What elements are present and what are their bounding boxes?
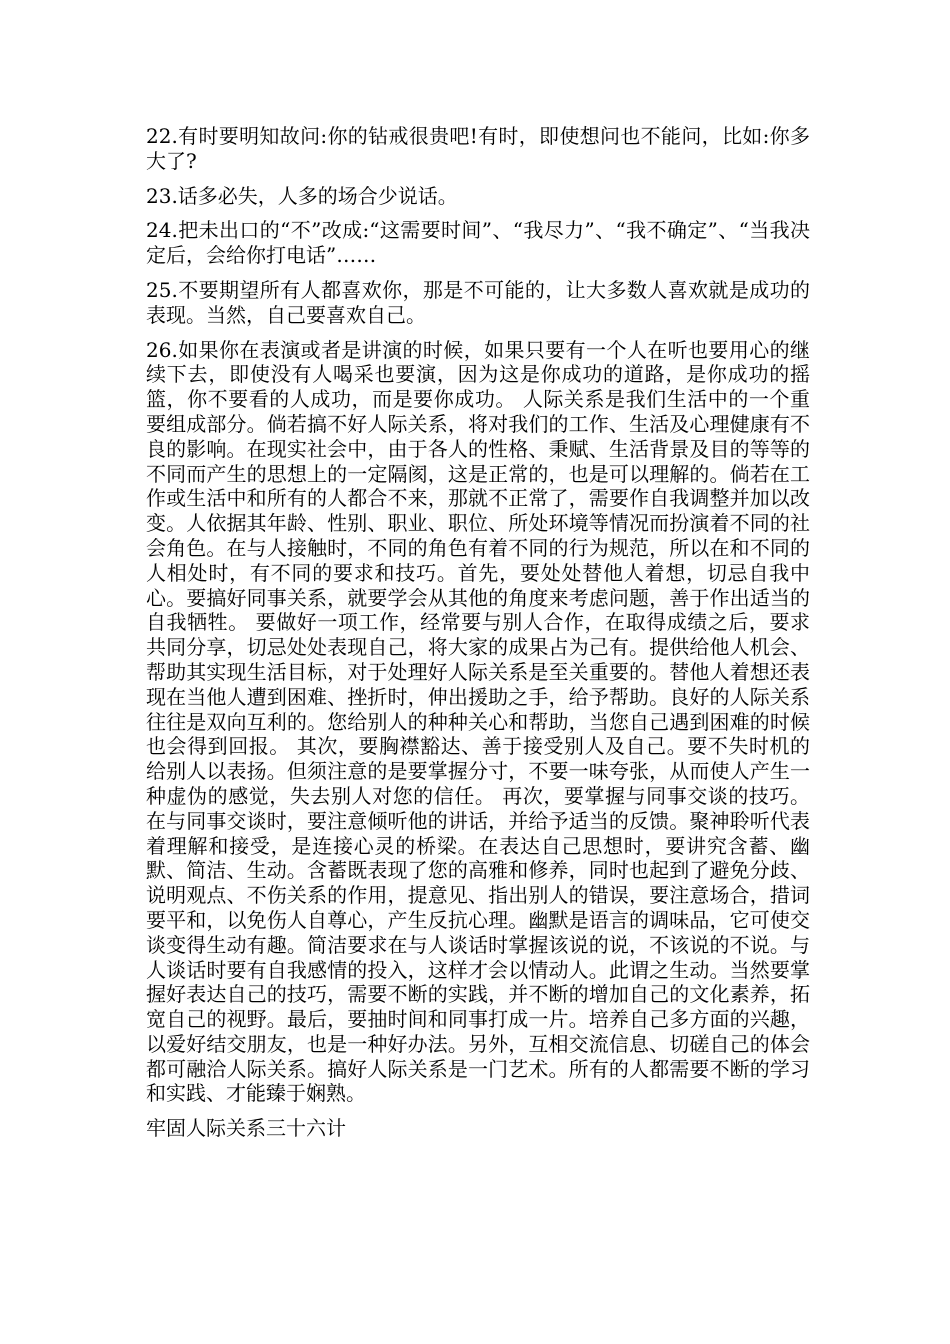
paragraph-24: 24.把未出口的“不”改成:“这需要时间”、“我尽力”、“我不确定”、“当我决定后，会给你打电话”…… [146, 218, 810, 268]
paragraph-25: 25.不要期望所有人都喜欢你，那是不可能的，让大多数人喜欢就是成功的表现。当然，自己要喜欢自己。 [146, 277, 810, 327]
paragraph-26: 26.如果你在表演或者是讲演的时候，如果只要有一个人在听也要用心的继续下去，即使没有人喝采也要演，因为这是你成功的道路，是你成功的摇篮，你不要看的人成功，而是要你成功。 人际关系是我们生活中的一个重要组成部分。倘若搞不好人际关系，将对我们的工作、生活及心理健康有不良的影响。在现实社会中，由于各人的性格、秉赋、生活背景及目的等等的不同而产生的思想上的一定隔阂，这是正常的，也是可以理解的。倘若在工作或生活中和所有的人都合不来，那就不正常了，需要作自我调整并加以改变。人依据其年龄、性别、职业、职位、所处环境等情况而扮演着不同的社会角色。在与人接触时，不同的角色有着不同的行为规范，所以在和不同的人相处时，有不同的要求和技巧。首先，要处处替他人着想，切忌自我中心。要搞好同事关系，就要学会从其他的角度来考虑问题，善于作出适当的自我牺牲。 要做好一项工作，经常要与别人合作，在取得成绩之后，要求共同分享，切忌处处表现自己，将大家的成果占为己有。提供给他人机会、帮助其实现生活目标，对于处理好人际关系是至关重要的。替他人着想还表现在当他人遭到困难、挫折时，伸出援助之手，给予帮助。良好的人际关系往往是双向互利的。您给别人的种种关心和帮助，当您自己遇到困难的时候也会得到回报。 其次，要胸襟豁达、善于接受别人及自己。要不失时机的给别人以表扬。但须注意的是要掌握分寸，不要一味夸张，从而使人产生一种虚伪的感觉，失去别人对您的信任。 再次，要掌握与同事交谈的技巧。在与同事交谈时，要注意倾听他的讲话，并给予适当的反馈。聚神聆听代表着理解和接受，是连接心灵的桥梁。在表达自己思想时，要讲究含蓄、幽默、简洁、生动。含蓄既表现了您的高雅和修养，同时也起到了避免分歧、说明观点、不伤关系的作用，提意见、指出别人的错误，要注意场合，措词要平和，以免伤人自尊心，产生反抗心理。幽默是语言的调味品，它可使交谈变得生动有趣。简洁要求在与人谈话时掌握该说的说，不该说的不说。与人谈话时要有自我感情的投入，这样才会以情动人。此谓之生动。当然要掌握好表达自己的技巧，需要不断的实践，并不断的增加自己的文化素养，拓宽自己的视野。最后，要抽时间和同事打成一片。培养自己多方面的兴趣，以爱好结交朋友，也是一种好办法。另外，互相交流信息、切磋自己的体会都可融洽人际关系。搞好人际关系是一门艺术。所有的人都需要不断的学习和实践、才能臻于娴熟。 [146, 337, 810, 1106]
paragraph-22: 22.有时要明知故问:你的钻戒很贵吧!有时，即使想问也不能问，比如:你多大了? [146, 124, 810, 173]
paragraph-23: 23.话多必失，人多的场合少说话。 [146, 183, 458, 208]
document-page [146, 124, 810, 1151]
section-heading: 牢固人际关系三十六计 [146, 1116, 346, 1141]
